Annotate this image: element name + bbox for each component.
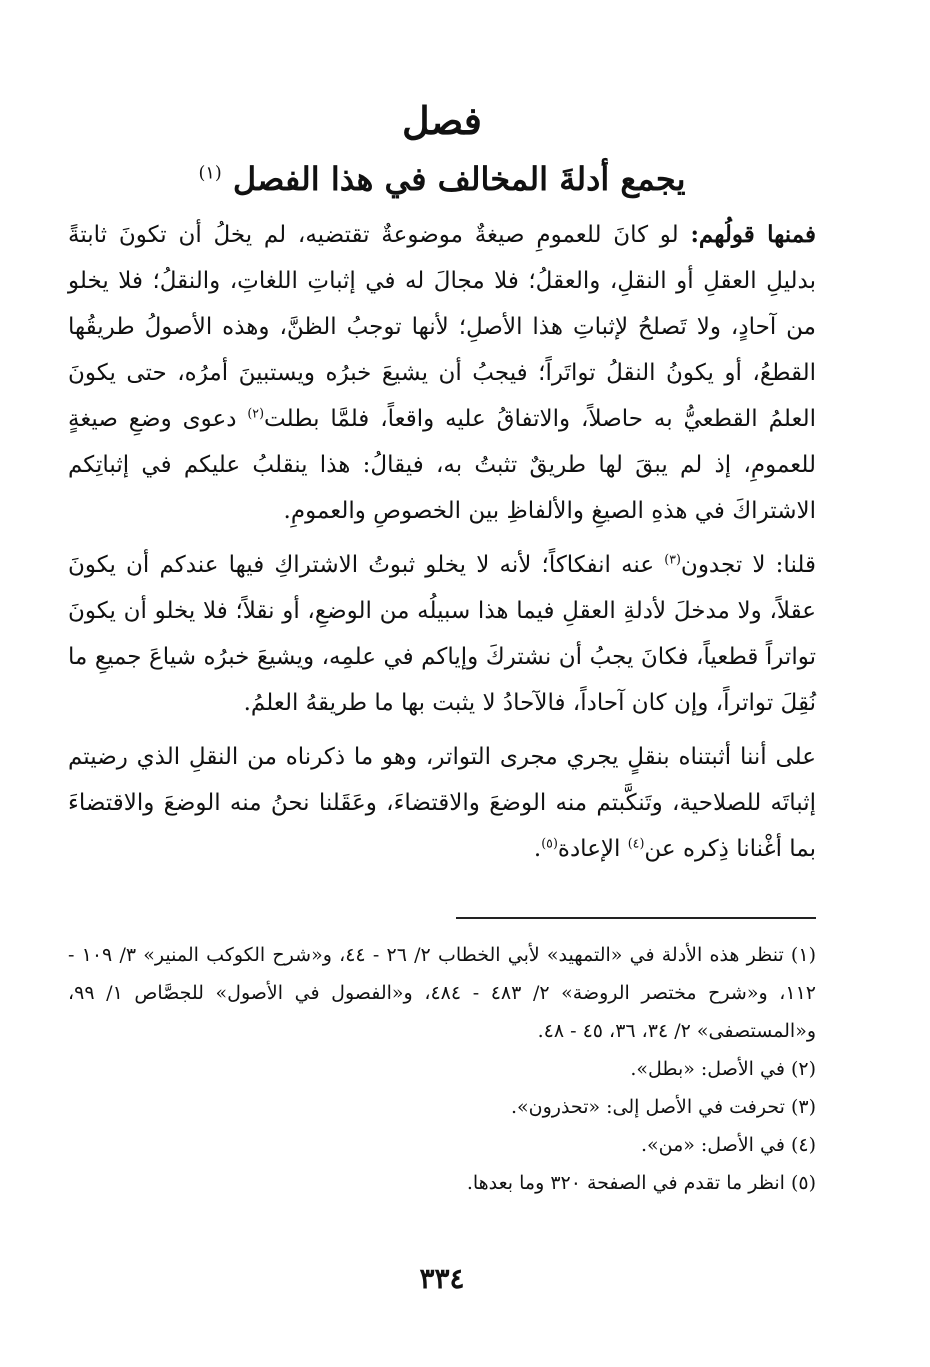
paragraph-text-cont: الإعادة xyxy=(557,836,621,862)
paragraph-3 xyxy=(68,734,816,872)
section-title-text: يجمع أدلةَ المخالف في هذا الفصل xyxy=(232,160,686,198)
paragraph-text: على أننا أثبتناه بنقلٍ يجري مجرى التواتر، وهو ما ذكرناه من النقلِ الذي رضيتم إثباتَه للصلاحية، وتَنكَّبتم منه الوضعَ والاقتضاءَ، وعَقَلنا نحنُ منه الوضعَ والاقتضاءَ بما أغْنانا ذِكره عن xyxy=(68,744,816,862)
footnote-ref-3[interactable]: (٣) xyxy=(664,551,681,567)
footnote-ref-2[interactable]: (٢) xyxy=(247,405,265,421)
chapter-title: فصل xyxy=(402,98,482,143)
section-title xyxy=(68,154,816,204)
paragraph-lead: فمنها قولُهم: xyxy=(690,221,816,248)
footnote-3: (٣) تحرفت في الأصل إلى: «تحذرون». xyxy=(510,1096,816,1118)
footnote-2: (٢) في الأصل: «بطل». xyxy=(630,1058,816,1080)
paragraph-end: . xyxy=(533,836,542,862)
paragraph-text: قلنا: لا تجدون xyxy=(680,552,816,578)
footnote-ref-5[interactable]: (٥) xyxy=(541,835,558,851)
main-text xyxy=(68,212,816,880)
footnote-ref-4[interactable]: (٤) xyxy=(627,835,645,851)
paragraph-1 xyxy=(68,212,816,534)
paragraph-2 xyxy=(68,542,816,726)
footnote-divider xyxy=(456,917,816,919)
paragraph-text: لو كانَ للعمومِ صيغةٌ موضوعةٌ تقتضيه، لم يخلُ أن تكونَ ثابتةً بدليلِ العقلِ أو النقلِ، والعقلُ؛ فلا مجالَ له في إثباتِ اللغاتِ، والنقلُ؛ فلا يخلو من آحادٍ، ولا تَصلحُ لإثباتِ هذا الأصلِ؛ لأنها توجبُ الظنَّ، وهذه الأصولُ طريقُها القطعُ، أو يكونُ النقلُ تواتَراً؛ فيجبُ أن يشيعَ خبرُه ويستبينَ أمرُه، حتى يكونَ العلمُ القطعيُّ به حاصلاً، والاتفاقُ عليه واقعاً، فلمَّا بطلت xyxy=(68,222,816,432)
footnote-5: (٥) انظر ما تقدم في الصفحة ٣٢٠ وما بعدها. xyxy=(466,1172,816,1194)
footnote-4: (٤) في الأصل: «من». xyxy=(640,1134,816,1156)
footnotes xyxy=(68,936,816,1202)
book-page xyxy=(68,0,816,1367)
footnote-1: (١) تنظر هذه الأدلة في «التمهيد» لأبي الخطاب ٢/ ٢٦ - ٤٤، و«شرح الكوكب المنير» ٣/ ١٠٩ - ١١٢، و«شرح مختصر الروضة» ٢/ ٤٨٣ - ٤٨٤، و«الفصول في الأصول» للجصَّاص ١/ ٩٩، و«المستصفى» ٢/ ٣٤، ٣٦، ٤٥ - ٤٨. xyxy=(68,944,816,1042)
footnote-ref-1[interactable]: (١) xyxy=(198,163,222,184)
paragraph-text-cont: عنه انفكاكاً؛ لأنه لا يخلو ثبوتُ الاشتراكِ فيها عندكم أن يكونَ عقلاً، ولا مدخلَ لأدلةِ العقلِ فيما هذا سبيلُه من الوضعِ، أو نقلاً؛ فلا يخلو أن يكونَ تواتراً قطعياً، فكانَ يجبُ أن نشتركَ وإياكم في علمِه، ويشيعَ خبرُه شياعَ جميعِ ما نُقِلَ تواتراً، وإن كان آحاداً، فالآحادُ لا يثبت بها ما طريقهُ العلمُ. xyxy=(68,552,816,716)
paragraph-text-cont: دعوى وضعِ صيغةٍ للعمومِ، إذ لم يبقَ لها طريقٌ تثبتُ به، فيقالُ: هذا ينقلبُ عليكم في إثباتِكم الاشتراكَ في هذهِ الصيغِ والألفاظِ بين الخصوصِ والعمومِ. xyxy=(68,406,816,524)
page-number: ٣٣٤ xyxy=(419,1262,465,1295)
